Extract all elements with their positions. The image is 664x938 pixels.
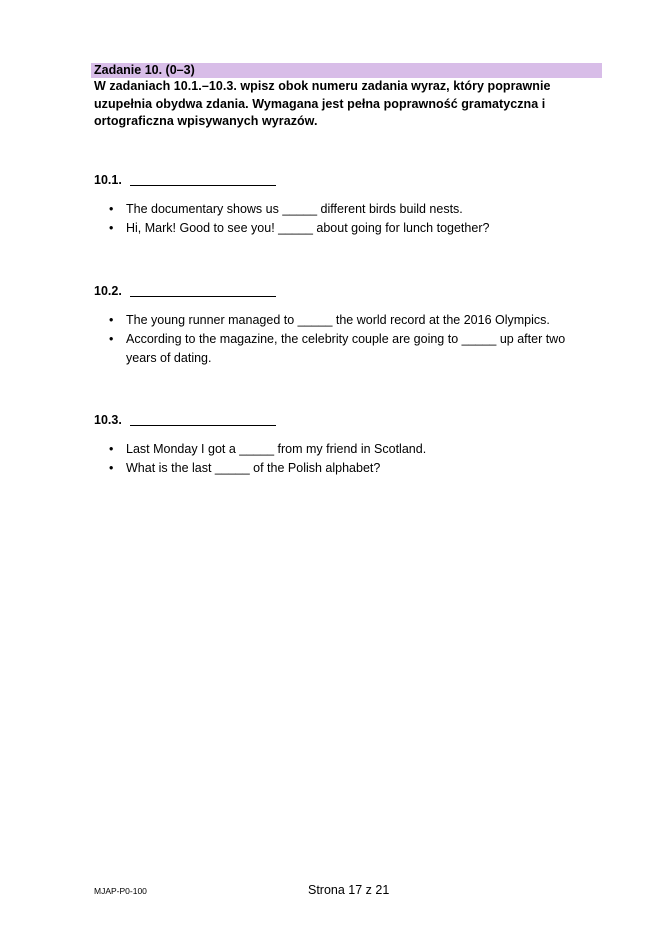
task-title: Zadanie 10. (0–3) xyxy=(91,63,602,78)
answer-line[interactable] xyxy=(130,424,276,426)
sentence: • According to the magazine, the celebrity couple are going to _____ up after two years of dating. xyxy=(94,330,594,368)
item-number: 10.1. xyxy=(94,173,122,187)
page-number: Strona 17 z 21 xyxy=(308,883,390,897)
sentence: • Hi, Mark! Good to see you! _____ about going for lunch together? xyxy=(94,219,594,238)
sentence-list xyxy=(94,200,594,238)
item-heading xyxy=(94,172,604,188)
sentence: • What is the last _____ of the Polish alphabet? xyxy=(94,459,594,478)
task-item-10-2 xyxy=(94,283,604,366)
sentence-list xyxy=(94,440,594,478)
exam-code: MJAP-P0-100 xyxy=(94,886,147,896)
answer-line[interactable] xyxy=(130,184,276,186)
item-heading xyxy=(94,412,604,428)
task-instructions: W zadaniach 10.1.–10.3. wpisz obok numeru zadania wyraz, który poprawnie uzupełnia obydwa zdania. Wymagana jest pełna poprawność gramatyczna i ortograficzna wpisywanych wyrazów. xyxy=(94,79,551,128)
sentence: • The documentary shows us _____ different birds build nests. xyxy=(94,200,594,219)
item-number: 10.3. xyxy=(94,413,122,427)
sentence-list xyxy=(94,311,594,369)
item-number: 10.2. xyxy=(94,284,122,298)
answer-line[interactable] xyxy=(130,295,276,297)
item-heading xyxy=(94,283,604,299)
sentence: • The young runner managed to _____ the world record at the 2016 Olympics. xyxy=(94,311,594,330)
task-item-10-3 xyxy=(94,412,604,476)
task-item-10-1 xyxy=(94,172,604,236)
sentence: • Last Monday I got a _____ from my friend in Scotland. xyxy=(94,440,594,459)
